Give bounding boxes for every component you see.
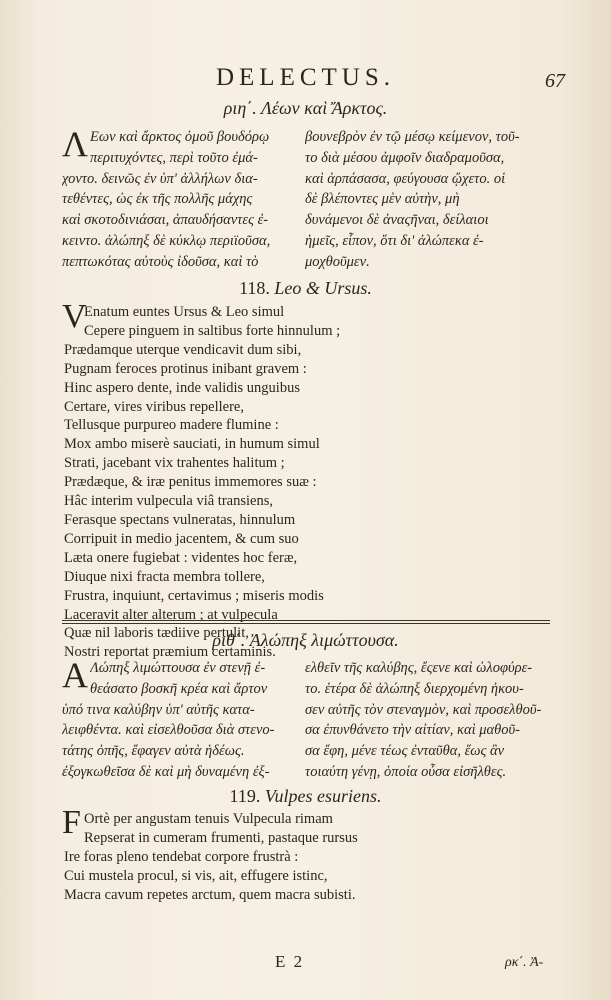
greek-line: λειφθέντα. καὶ εἰσελθοῦσα διὰ στενο- (62, 722, 275, 739)
latin-text-119 (64, 810, 358, 905)
greek-line: καὶ ἁρπάσασα, φεύγουσα ᾤχετο. οἱ (305, 170, 506, 187)
latin-fable-118-title (0, 278, 611, 299)
latin-line: Ferasque spectans vulneratas, hinnulum (64, 511, 296, 528)
latin-line: Nostri reportat præmium certaminis. (64, 644, 276, 661)
latin-line: Strati, jacebant vix trahentes halitum ; (64, 455, 285, 472)
greek-fable-119-title: ριθ΄. Ἀλώπηξ λιμώττουσα. (212, 630, 399, 650)
greek-text-118-left (62, 127, 295, 273)
greek-line: πεπτωκότας αὐτοὺς ἰδοῦσα, καὶ τὸ (62, 253, 259, 270)
latin-line: Hinc aspero dente, inde validis unguibus (64, 379, 300, 396)
latin-line: Hâc interim vulpecula viâ transiens, (64, 493, 273, 510)
greek-line: το διὰ μέσου ἀμφοῖν διαδραμοῦσα, (305, 149, 505, 166)
greek-line: τοιαύτη γένῃ, ὁποία οὖσα εἰσῆλθες. (305, 763, 507, 780)
latin-dropcap-119: F (62, 804, 81, 841)
greek-line: δυνάμενοι δὲ ἀναςῆναι, δείλαιοι (305, 212, 489, 229)
greek-line: μοχθοῦμεν. (305, 253, 370, 270)
greek-line: χοντο. δεινῶς ἐν ὑπ' ἀλλήλων δια- (62, 170, 258, 187)
greek-line: Εων καὶ ἄρκτος ὁμοῦ βουδόρῳ (90, 129, 270, 145)
greek-dropcap-118: Λ (62, 124, 89, 164)
greek-line: σα ἐπυνθάνετο τὴν αἰτίαν, καὶ μαθοῦ- (305, 722, 520, 739)
latin-line: Laceravit alter alterum ; at vulpecula (64, 606, 278, 623)
greek-line: καὶ σκοτοδινιάσαι, ἀπαυδήσαντες ἐ- (62, 212, 269, 229)
latin-line: Tellusque purpureo madere flumine : (64, 417, 279, 434)
latin-line: Ire foras pleno tendebat corpore frustrà : (64, 848, 299, 865)
latin-line: Corripuit in medio jacentem, & cum suo (64, 530, 299, 547)
greek-line: ἡμεῖς, εἶπον, ὅτι δι' ἀλώπεκα ἐ- (305, 232, 484, 249)
greek-line: το. ἑτέρα δὲ ἀλώπηξ διερχομένη ἠκου- (305, 680, 524, 697)
latin-dropcap-118: V (62, 298, 87, 335)
greek-text-119-left (62, 658, 295, 783)
greek-line: σεν αὐτῆς τὸν στεναγμὸν, καὶ προσελθοῦ- (305, 701, 542, 718)
greek-dropcap-119: Α (62, 655, 88, 695)
latin-line: Cepere pinguem in saltibus forte hinnulum ; (84, 322, 341, 339)
signature-mark: E 2 (275, 952, 305, 971)
greek-text-119-right (305, 658, 551, 783)
greek-fable-118-title: ριη΄. Λέων καὶ Ἄρκτος. (223, 98, 388, 118)
catchword: ρκ΄. Ἀ- (505, 955, 544, 970)
latin-line: Macra cavum repetes arctum, quem macra subisti. (64, 886, 356, 903)
latin-line: Certare, vires viribus repellere, (64, 398, 244, 415)
latin-line: Ortè per angustam tenuis Vulpecula rimam (84, 811, 333, 827)
greek-line: ελθεῖν τῆς καλύβης, ἔςενε καὶ ὠλοφύρε- (305, 660, 533, 676)
latin-line: Prædæque, & iræ penitus immemores suæ : (64, 474, 317, 491)
latin-line: Pugnam feroces protinus inibant gravem : (64, 360, 307, 377)
fable-name: Vulpes esuriens. (264, 786, 382, 806)
greek-line: σα ἔφη, μένε τέως ἐνταῦθα, ἕως ἂν (305, 743, 505, 760)
greek-line: κειντο. ἀλώπηξ δὲ κύκλῳ περιϊοῦσα, (62, 232, 271, 249)
latin-line: Enatum euntes Ursus & Leo simul (84, 304, 285, 320)
greek-line: περιτυχόντες, περὶ τοῦτο ἐμά- (90, 149, 258, 166)
latin-line: Mox ambo miserè sauciati, in humum simul (64, 436, 320, 453)
greek-line: βουνεβρὸν ἐν τῷ μέσῳ κείμενον, τοῦ- (305, 129, 520, 145)
greek-line: Λώπηξ λιμώττουσα ἐν στενῇ ἐ- (90, 660, 266, 676)
fable-name: Leo & Ursus. (274, 278, 372, 298)
fable-number: 118. (239, 278, 270, 298)
latin-line: Frustra, inquiunt, certavimus ; miseris modis (64, 587, 324, 604)
latin-text-118 (64, 303, 340, 662)
latin-line: Cui mustela procul, si vis, ait, effugere istinc, (64, 867, 328, 884)
section-divider (62, 620, 550, 621)
latin-line: Quæ nil laboris tædiive pertulit, (64, 625, 249, 642)
greek-line: ὑπό τινα καλύβην ὑπ' αὐτῆς κατα- (62, 701, 255, 718)
greek-line: δὲ βλέποντες μὲν αὐτὴν, μὴ (305, 191, 460, 208)
greek-line: θεάσατο βοσκῆ κρέα καὶ ἄρτον (90, 680, 268, 697)
latin-line: Læta onere fugiebat : videntes hoc feræ, (64, 549, 298, 566)
latin-fable-119-title (0, 786, 611, 807)
fable-number: 119. (229, 786, 261, 806)
latin-line: Diuque nixi fracta membra tollere, (64, 568, 265, 585)
latin-line: Repserat in cumeram frumenti, pastaque rursus (84, 829, 358, 846)
page-number: 67 (545, 70, 565, 92)
greek-line: ἐξογκωθεῖσα δὲ καὶ μὴ δυναμένη ἐξ- (62, 763, 270, 780)
greek-text-118-right (305, 127, 551, 273)
section-divider (62, 623, 550, 624)
page-title: DELECTUS. (215, 64, 396, 91)
latin-line: Prædamque uterque vendicavit dum sibi, (64, 341, 302, 358)
greek-line: τεθέντες, ὡς ἐκ τῆς πολλῆς μάχης (62, 191, 253, 208)
greek-line: τάτης ὀπῆς, ἔφαγεν αὐτὰ ἡδέως. (62, 743, 245, 760)
